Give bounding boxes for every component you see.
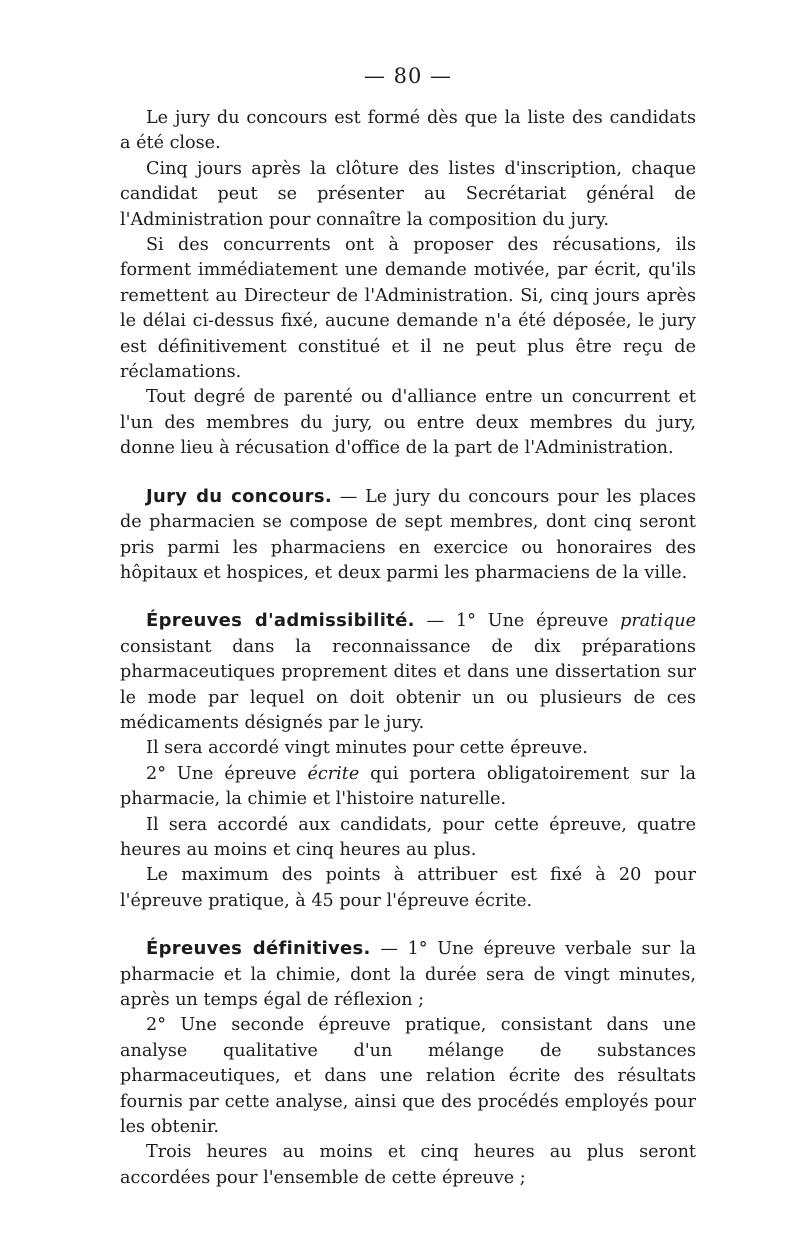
definitives-paragraph-1 bbox=[120, 936, 696, 1013]
intro-paragraph-1: Le jury du concours est formé dès que la liste des candidats a été close. bbox=[120, 108, 696, 154]
jury-section-text: — Le jury du concours pour les places de pharmacien se compose de sept membres, dont cinq seront pris parmi les pharmaciens en exercice ou honoraires des hôpitaux et hospices, et deux parmi les pharmaciens de la ville. bbox=[120, 486, 696, 583]
definitives-heading: Épreuves définitives. bbox=[146, 938, 371, 960]
admissibilite-p3-before: 2° Une épreuve bbox=[146, 763, 308, 784]
admissibilite-paragraph-3 bbox=[120, 762, 696, 813]
admissibilite-p1-emphasis: pratique bbox=[620, 611, 696, 632]
intro-paragraph-3: Si des concurrents ont à proposer des récusations, ils forment immédiatement une demande motivée, par écrit, qu'ils remettent au Directeur de l'Administration. Si, cinq jours après le délai ci-dessus fixé, aucune demande n'a été déposée, le jury est définitivement constitué et il ne peut plus être reçu de réclamations. bbox=[120, 235, 696, 383]
admissibilite-p3-after: qui portera obligatoirement sur la pharmacie, la chimie et l'histoire naturelle. bbox=[120, 763, 696, 810]
intro-paragraph-4: Tout degré de parenté ou d'alliance entre un concurrent et l'un des membres du jury, ou entre deux membres du jury, donne lieu à récusation d'office de la part de l'Administration. bbox=[120, 387, 696, 459]
definitives-p1-text: — 1° Une épreuve verbale sur la pharmacie et la chimie, dont la durée sera de vingt minutes, après un temps égal de réflexion ; bbox=[120, 939, 696, 1010]
section-spacer bbox=[120, 586, 696, 608]
definitives-paragraph-3: Trois heures au moins et cinq heures au plus seront accordées pour l'ensemble de cette épreuve ; bbox=[120, 1142, 696, 1188]
intro-paragraph-2: Cinq jours après la clôture des listes d'inscription, chaque candidat peut se présenter au Secrétariat général de l'Administration pour connaître la composition du jury. bbox=[120, 158, 696, 230]
definitives-paragraph-2: 2° Une seconde épreuve pratique, consistant dans une analyse qualitative d'un mélange de substances pharmaceutiques, et dans une relation écrite des résultats fournis par cette analyse, ainsi que des procédés employés pour les obtenir. bbox=[120, 1015, 696, 1138]
section-spacer bbox=[120, 914, 696, 936]
admissibilite-paragraph-5: Le maximum des points à attribuer est fixé à 20 pour l'épreuve pratique, à 45 pour l'épreuve écrite. bbox=[120, 865, 696, 911]
admissibilite-p1-before: — 1° Une épreuve bbox=[414, 611, 621, 632]
admissibilite-paragraph-1 bbox=[120, 608, 696, 736]
admissibilite-heading: Épreuves d'admissibilité. bbox=[146, 610, 415, 632]
admissibilite-paragraph-4: Il sera accordé aux candidats, pour cette épreuve, quatre heures au moins et cinq heures au plus. bbox=[120, 814, 696, 860]
page-number: — 80 — bbox=[363, 64, 453, 88]
jury-section-paragraph bbox=[120, 484, 696, 587]
document-page bbox=[120, 62, 696, 1191]
admissibilite-paragraph-2: Il sera accordé vingt minutes pour cette épreuve. bbox=[146, 738, 588, 759]
admissibilite-p3-emphasis: écrite bbox=[307, 763, 360, 784]
admissibilite-p1-after: consistant dans la reconnaissance de dix préparations pharmaceutiques proprement dites et dans une dissertation sur le mode par lequel on doit obtenir un ou plusieurs de ces médicaments désignés par le jury. bbox=[120, 636, 696, 733]
jury-section-heading: Jury du concours. bbox=[146, 485, 332, 507]
section-spacer bbox=[120, 462, 696, 484]
